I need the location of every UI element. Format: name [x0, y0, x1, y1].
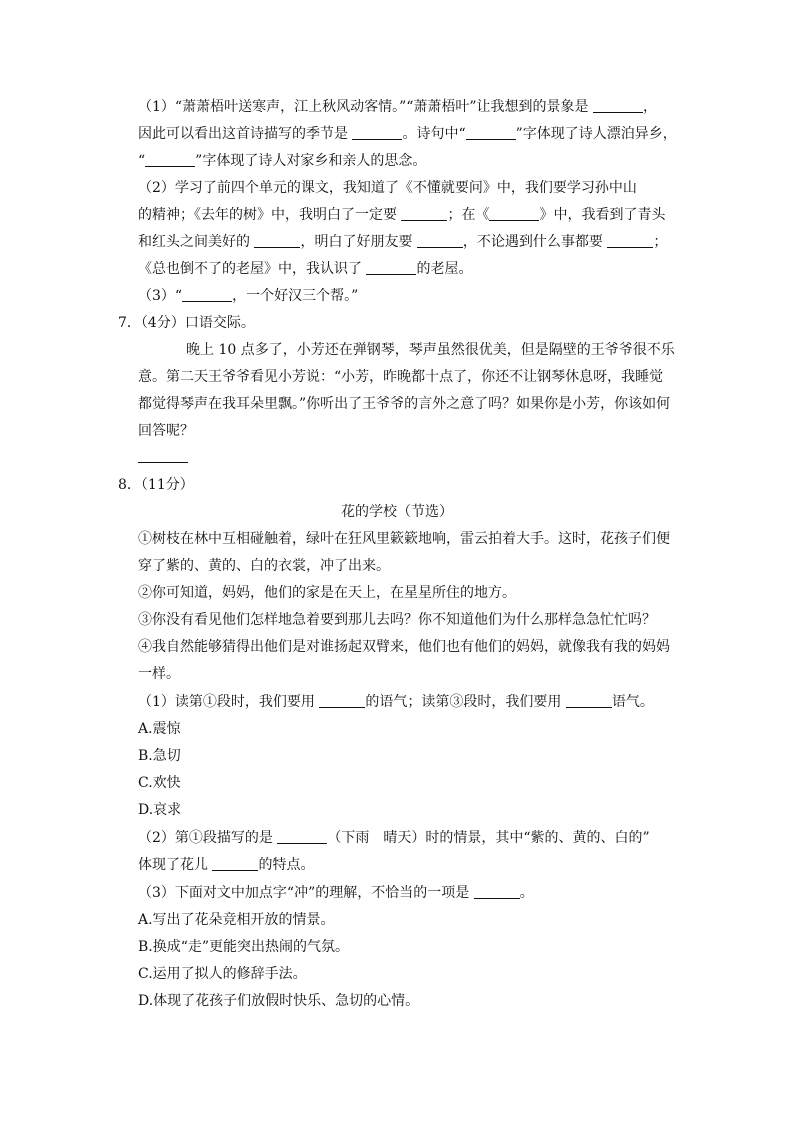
passage-para-4-line-2: 一样。	[138, 666, 180, 682]
text: ；在《	[447, 207, 490, 223]
q7-line-4: 回答呢？	[138, 423, 194, 439]
q6-p2-line-1: （2）学习了前四个单元的课文，我知道了《不懂就要问》中，我们要学习孙中山	[138, 180, 637, 196]
q7-header: 7．（4分）口语交际。	[118, 315, 255, 331]
answer-blank[interactable]	[182, 287, 232, 302]
q7-line-3: 都觉得琴声在我耳朵里飘。”你听出了王爷爷的言外之意了吗？如果你是小芳，你该如何	[138, 396, 671, 412]
passage-para-3: ③你没有看见他们怎样地急着要到那儿去吗？你不知道他们为什么那样急急忙忙吗？	[138, 612, 656, 628]
text: （1）读第①段时，我们要用	[138, 694, 315, 710]
q8-s3-option-d[interactable]: D.体现了花孩子们放假时快乐、急切的心情。	[138, 993, 420, 1009]
answer-blank[interactable]	[466, 125, 516, 140]
q8-header: 8．（11分）	[118, 477, 194, 493]
q8-s1-option-a[interactable]: A.震惊	[138, 721, 181, 737]
q7-answer-line[interactable]	[138, 462, 188, 463]
text: 。	[519, 885, 534, 901]
answer-blank[interactable]	[319, 693, 365, 708]
answer-blank[interactable]	[474, 884, 520, 899]
answer-blank[interactable]	[212, 856, 258, 871]
q7-line-2: 意。第二天王爷爷看见小芳说：“小芳，昨晚都十点了，你还不让钢琴休息呀，我睡觉	[138, 369, 664, 385]
q6-p2-line-3	[138, 232, 667, 252]
text: 的语气；读第③段时，我们要用	[365, 694, 562, 710]
text: 的精神；《去年的树》中，我明白了一定要	[138, 207, 397, 223]
q8-s1-option-d[interactable]: D.哀求	[138, 802, 182, 818]
q6-p1-line-2	[138, 124, 677, 144]
text: 体现了花儿	[138, 857, 208, 873]
q8-s1-option-b[interactable]: B.急切	[138, 748, 181, 764]
q6-p2-line-2	[138, 205, 665, 225]
text: 。诗句中“	[402, 126, 466, 142]
text: ；	[653, 234, 668, 250]
text: （3）下面对文中加点字“冲”的理解，不恰当的一项是	[138, 885, 470, 901]
passage-title: 花的学校（节选）	[341, 504, 453, 520]
answer-blank[interactable]	[417, 233, 463, 248]
text: ”字体现了诗人对家乡和亲人的思念。	[195, 153, 427, 169]
passage-para-1-line-1: ①树枝在林中互相碰触着，绿叶在狂风里簌簌地响，雷云拍着大手。这时，花孩子们便	[138, 531, 670, 547]
text: 》中，我看到了青头	[539, 207, 666, 223]
answer-blank[interactable]	[352, 125, 402, 140]
text: 的老屋。	[416, 261, 473, 277]
text: ，	[643, 99, 657, 115]
q8-s3-option-a[interactable]: A.写出了花朵竞相开放的情景。	[138, 912, 335, 928]
text: （3）“	[138, 288, 183, 304]
answer-blank[interactable]	[254, 233, 300, 248]
answer-blank[interactable]	[607, 233, 653, 248]
text: ，一个好汉三个帮。”	[232, 288, 359, 304]
q6-p2-line-4	[138, 259, 472, 279]
text: （2）第①段描写的是	[138, 830, 273, 846]
text: ，明白了好朋友要	[300, 234, 413, 250]
text: ，不论遇到什么事都要	[462, 234, 603, 250]
text: 和红头之间美好的	[138, 234, 250, 250]
q8-s1-stem	[138, 692, 654, 712]
passage-para-4-line-1: ④我自然能够猜得出他们是对谁扬起双臂来，他们也有他们的妈妈，就像我有我的妈妈	[138, 639, 670, 655]
q8-s3-stem	[138, 883, 534, 903]
q6-p1-line-1	[138, 97, 657, 117]
q8-s3-option-b[interactable]: B.换成“走”更能突出热闹的气氛。	[138, 939, 350, 955]
answer-blank[interactable]	[566, 693, 612, 708]
q6-p1-line-3	[138, 151, 426, 171]
q8-s2-line-1	[138, 828, 650, 848]
answer-blank[interactable]	[277, 829, 327, 844]
passage-para-1-line-2: 穿了紫的、黄的、白的衣裳，冲了出来。	[138, 558, 390, 574]
q8-s3-option-c[interactable]: C.运用了拟人的修辞手法。	[138, 966, 307, 982]
text: 《总也倒不了的老屋》中，我认识了	[138, 261, 362, 277]
answer-blank[interactable]	[401, 206, 447, 221]
text: “	[138, 153, 146, 169]
text: （1）“萧萧梧叶送寒声，江上秋风动客情。”“萧萧梧叶”让我想到的景象是	[138, 99, 589, 115]
answer-blank[interactable]	[489, 206, 539, 221]
answer-blank[interactable]	[145, 152, 195, 167]
text: 因此可以看出这首诗描写的季节是	[138, 126, 348, 142]
answer-blank[interactable]	[593, 98, 643, 113]
q8-s1-option-c[interactable]: C.欢快	[138, 775, 181, 791]
text: 语气。	[611, 694, 654, 710]
q8-s2-line-2	[138, 855, 314, 875]
text: （下雨 晴天）时的情景，其中“紫的、黄的、白的”	[327, 830, 650, 846]
passage-para-2: ②你可知道，妈妈，他们的家是在天上，在星星所住的地方。	[138, 585, 516, 601]
answer-blank[interactable]	[366, 260, 416, 275]
q6-p3-line	[138, 286, 358, 306]
q7-line-1: 晚上 10 点多了，小芳还在弹钢琴，琴声虽然很优美，但是隔壁的王爷爷很不乐	[186, 342, 675, 358]
text: 的特点。	[258, 857, 315, 873]
text: ”字体现了诗人漂泊异乡，	[515, 126, 677, 142]
